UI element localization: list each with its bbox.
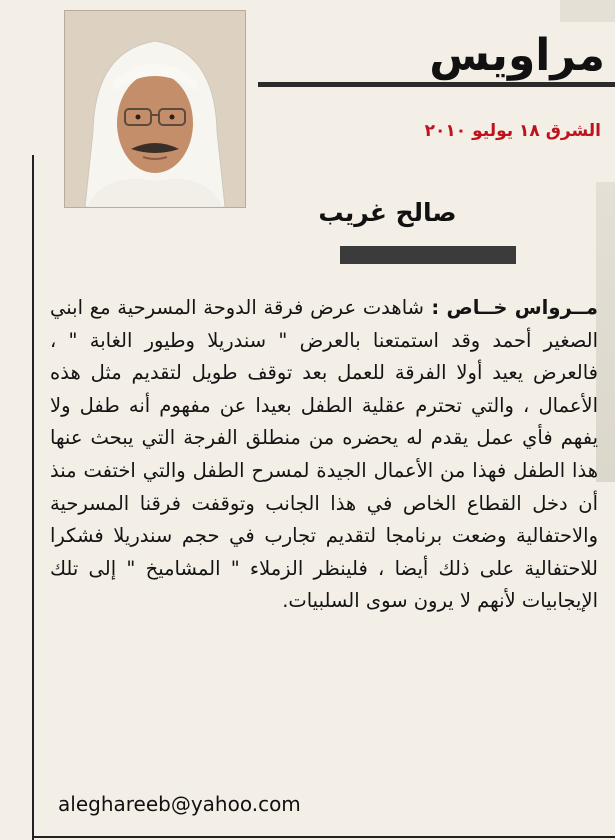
author-underline-bar (340, 246, 516, 264)
neighbor-column-bleed-top (560, 0, 615, 22)
article-text: شاهدت عرض فرقة الدوحة المسرحية مع ابني الصغير أحمد وقد استمتعنا بالعرض " سندريلا وطيور الغابة " ، فالعرض يعيد أولا الفرقة للعمل بعد توقف طويل لتقديم مثل هذه الأعمال ، والتي تحترم عقلية الطفل بعيدا عن مفهوم أنه طفل ولا يفهم فأي عمل يقدم له يحضره من منطلق الفرجة التي يبحث عنها هذا الطفل فهذا من الأعمال الجيدة لمسرح الطفل والتي اختفت منذ أن دخل القطاع الخاص في هذا الجانب وتوقفت فرقنا المسرحية والاحتفالية وضعت برنامجا لتقديم تجارب في حجم سندريلا فشكرا للاحتفالية على ذلك أيضا ، فلينظر الزملاء " المشاميخ " إلى تلك الإيجابيات لأنهم لا يرون سوى السلبيات. (50, 296, 598, 613)
dateline: الشرق ١٨ يوليو ٢٠١٠ (424, 121, 601, 141)
article-body (50, 292, 598, 618)
author-email: aleghareeb@yahoo.com (58, 792, 301, 816)
article-lead: مــرواس خــاص : (423, 296, 598, 319)
author-name: صالح غريب (318, 198, 457, 227)
section-title: مراويس (429, 30, 605, 81)
title-rule (258, 82, 615, 87)
column-bottom-rule (32, 836, 615, 838)
